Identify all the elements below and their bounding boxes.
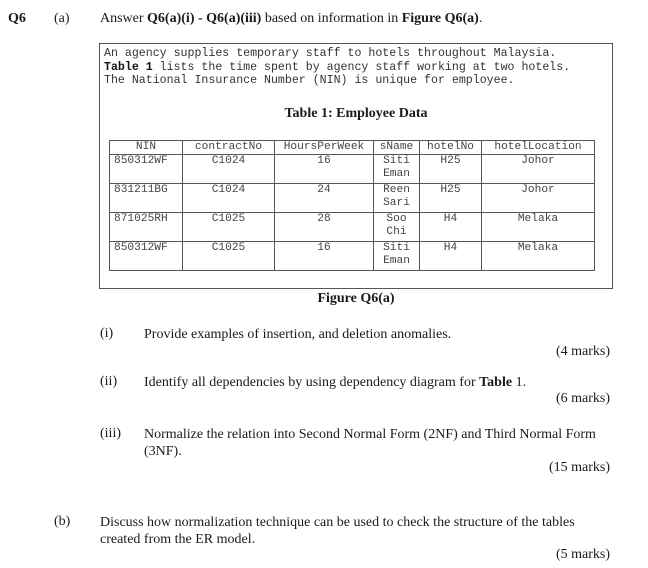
- cell-hotel-no: H4: [420, 213, 482, 242]
- sname-line-1: Siti: [383, 155, 410, 167]
- intro-figure-ref: Figure Q6(a): [401, 11, 479, 26]
- cell-sname: [374, 242, 420, 271]
- intro-middle: based on information in: [261, 11, 402, 26]
- item-ii-suffix: 1.: [512, 375, 527, 390]
- sname-line-2: Eman: [383, 255, 410, 267]
- item-ii-marks: (6 marks): [555, 391, 610, 406]
- cell-nin: 850312WF: [110, 242, 183, 271]
- figure-caption: Figure Q6(a): [317, 291, 395, 306]
- header-hours-per-week: HoursPerWeek: [275, 141, 374, 155]
- item-ii-prefix: Identify all dependencies by using dependency diagram for: [144, 375, 480, 390]
- sname-line-2: Chi: [386, 226, 407, 238]
- table-header-row: [110, 141, 595, 155]
- cell-hotel-location: Johor: [482, 155, 595, 184]
- sname-line-1: Siti: [383, 242, 410, 254]
- employee-table: [109, 140, 595, 271]
- cell-nin: 871025RH: [110, 213, 183, 242]
- intro-range: Q6(a)(i) - Q6(a)(iii): [147, 11, 262, 26]
- cell-hotel-no: H25: [420, 155, 482, 184]
- item-ii-label: (ii): [100, 374, 118, 389]
- part-b-label: (b): [54, 514, 71, 529]
- part-b-marks: (5 marks): [555, 547, 610, 562]
- desc-table-ref: Table 1: [104, 60, 153, 74]
- intro-suffix: .: [478, 11, 483, 26]
- part-a-label: (a): [54, 11, 70, 26]
- cell-hotel-location: Johor: [482, 184, 595, 213]
- table-row: [110, 184, 595, 213]
- cell-contract-no: C1024: [183, 155, 275, 184]
- desc-line-3: The National Insurance Number (NIN) is unique for employee.: [104, 74, 515, 87]
- header-sname: sName: [374, 141, 420, 155]
- cell-contract-no: C1024: [183, 184, 275, 213]
- cell-sname: [374, 213, 420, 242]
- item-iii-label: (iii): [100, 426, 121, 441]
- table-row: [110, 213, 595, 242]
- sname-line-2: Sari: [383, 197, 410, 209]
- item-i-marks: (4 marks): [555, 344, 610, 359]
- cell-hours: 24: [275, 184, 374, 213]
- desc-line-2: lists the time spent by agency staff working at two hotels.: [152, 60, 571, 74]
- header-hotel-location: hotelLocation: [482, 141, 595, 155]
- cell-hotel-no: H4: [420, 242, 482, 271]
- cell-hotel-location: Melaka: [482, 213, 595, 242]
- header-contract-no: contractNo: [183, 141, 275, 155]
- cell-sname: [374, 155, 420, 184]
- sname-line-1: Reen: [383, 184, 410, 196]
- cell-hours: 28: [275, 213, 374, 242]
- part-a-intro: [100, 11, 482, 27]
- item-iii-marks: (15 marks): [548, 460, 610, 475]
- item-iii-text: Normalize the relation into Second Normal Form (2NF) and Third Normal Form (3NF).: [144, 427, 596, 459]
- table-caption: Table 1: Employee Data: [284, 106, 428, 121]
- cell-nin: 831211BG: [110, 184, 183, 213]
- cell-sname: [374, 184, 420, 213]
- figure-box: [99, 43, 613, 289]
- figure-description: [104, 47, 610, 88]
- header-hotel-no: hotelNo: [420, 141, 482, 155]
- item-i-label: (i): [100, 326, 114, 341]
- sname-line-1: Soo: [386, 213, 407, 225]
- cell-hours: 16: [275, 155, 374, 184]
- item-ii-text: [144, 374, 610, 391]
- item-i-text: Provide examples of insertion, and deletion anomalies.: [144, 327, 452, 342]
- item-ii-table-ref: Table: [479, 375, 513, 390]
- sname-line-2: Eman: [383, 168, 410, 180]
- cell-hotel-location: Melaka: [482, 242, 595, 271]
- cell-hours: 16: [275, 242, 374, 271]
- cell-hotel-no: H25: [420, 184, 482, 213]
- part-b-text: Discuss how normalization technique can be used to check the structure of the tables created from the ER model.: [100, 515, 575, 547]
- table-row: [110, 242, 595, 271]
- cell-contract-no: C1025: [183, 213, 275, 242]
- cell-contract-no: C1025: [183, 242, 275, 271]
- question-number: Q6: [8, 11, 26, 26]
- desc-line-1: An agency supplies temporary staff to hotels throughout Malaysia.: [104, 47, 557, 60]
- table-row: [110, 155, 595, 184]
- cell-nin: 850312WF: [110, 155, 183, 184]
- header-nin: NIN: [110, 141, 183, 155]
- intro-prefix: Answer: [100, 11, 148, 26]
